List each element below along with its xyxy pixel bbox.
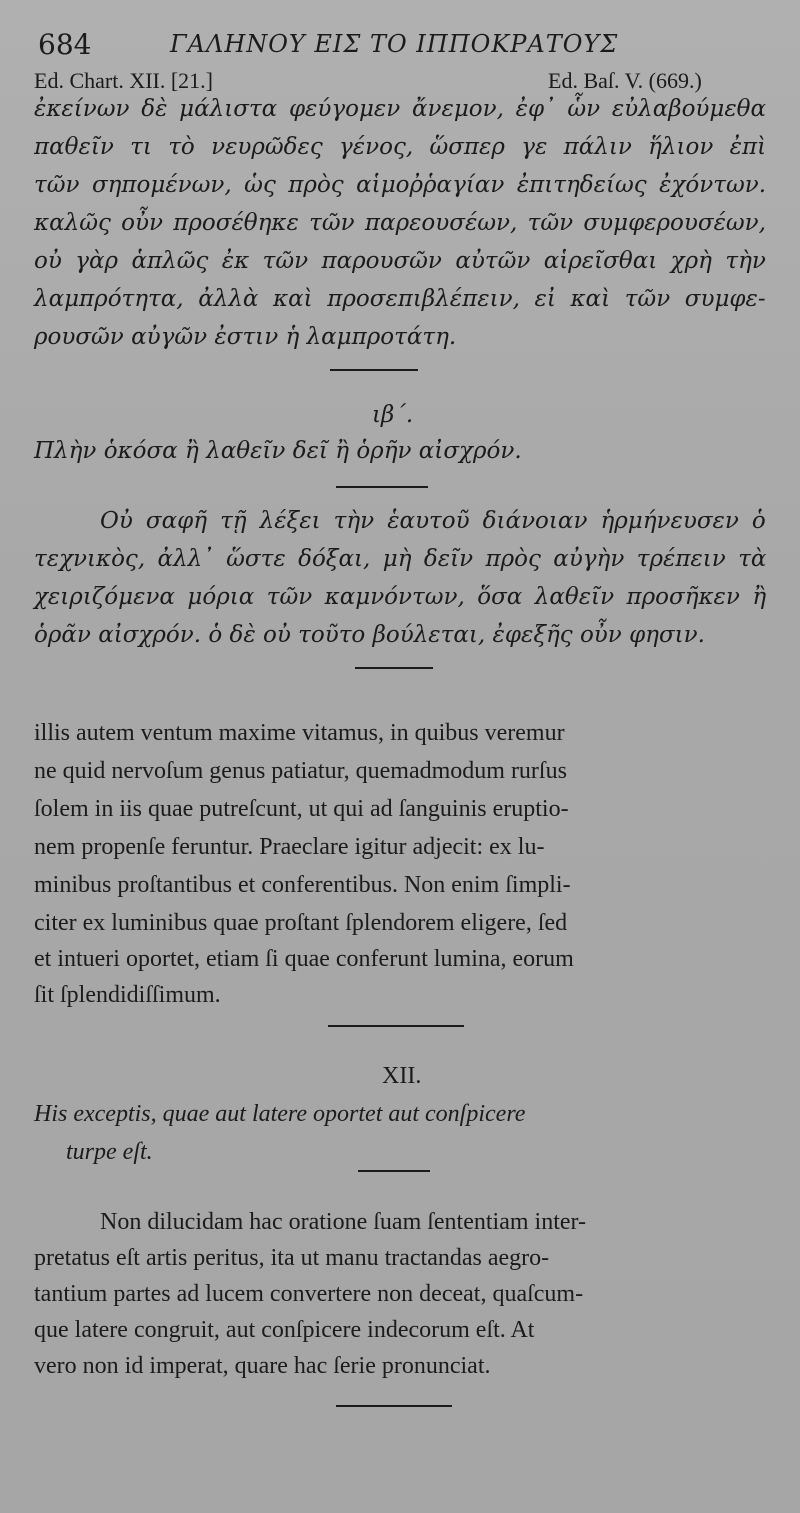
greek-section-comment-line: Οὐ σαφῆ τῇ λέξει τὴν ἑαυτοῦ διάνοιαν ἡρμήνευσεν ὁ [100, 508, 766, 534]
section-rule [355, 667, 433, 669]
latin-comment-line: ſit ſplendidiſſimum. [34, 982, 221, 1008]
end-rule [336, 1405, 452, 1407]
page-number: 684 [38, 28, 92, 61]
edition-basel-ref: Ed. Baſ. V. (669.) [548, 68, 702, 93]
latin-section-comment-line: vero non id imperat, quare hac ſerie pronunciat. [34, 1353, 491, 1379]
latin-lemma-line: His exceptis, quae aut latere oportet aut conſpicere [34, 1101, 526, 1127]
greek-lemma: Πλὴν ὁκόσα ἢ λαθεῖν δεῖ ἢ ὁρῆν αἰσχρόν. [34, 438, 522, 464]
latin-section-number: XII. [382, 1063, 422, 1089]
greek-comment-line: ἐκείνων δὲ μάλιστα φεύγομεν ἄνεμον, ἐφ᾽ ὧν εὐλαβούμεθα [34, 96, 767, 122]
greek-comment-line: λαμπρότητα, ἀλλὰ καὶ προσεπιβλέπειν, εἰ καὶ τῶν συμφε- [34, 286, 766, 312]
latin-comment-line: nem propenſe feruntur. Praeclare igitur adjecit: ex lu- [34, 834, 545, 860]
latin-comment-line: ne quid nervoſum genus patiatur, quemadmodum rurſus [34, 758, 567, 784]
latin-comment-line: minibus proſtantibus et conferentibus. Non enim ſimpli- [34, 872, 571, 898]
edition-chartier-ref: Ed. Chart. XII. [21.] [34, 68, 214, 93]
latin-section-comment-line: pretatus eſt artis peritus, ita ut manu tractandas aegro- [34, 1245, 550, 1271]
lemma-rule [336, 486, 428, 488]
running-title: ΓΑΛΗΝΟΥ ΕΙΣ ΤΟ ΙΠΠΟΚΡΑΤΟΥΣ [170, 30, 619, 58]
latin-comment-line: ſolem in iis quae putreſcunt, ut qui ad ſanguinis eruptio- [34, 796, 569, 822]
greek-comment-line: παθεῖν τι τὸ νευρῶδες γένος, ὥσπερ γε πάλιν ἥλιον ἐπὶ [34, 134, 767, 160]
greek-comment-line: καλῶς οὖν προσέθηκε τῶν παρεουσέων, τῶν συμφερουσέων, [34, 210, 766, 236]
latin-comment-line: illis autem ventum maxime vitamus, in quibus veremur [34, 720, 565, 746]
greek-section-comment-line: ὁρᾶν αἰσχρόν. ὁ δὲ οὐ τοῦτο βούλεται, ἐφεξῆς οὖν φησιν. [34, 622, 705, 648]
greek-section-comment-line: χειριζόμενα μόρια τῶν καμνόντων, ὅσα λαθεῖν προσῆκεν ἢ [34, 584, 767, 610]
latin-lemma-line: turpe eſt. [66, 1139, 153, 1165]
greek-comment-line: ρουσῶν αὐγῶν ἐστιν ἡ λαμπροτάτη. [34, 324, 457, 350]
greek-section-number: ιβ΄. [372, 402, 414, 428]
latin-comment-line: et intueri oportet, etiam ſi quae conferunt lumina, eorum [34, 946, 574, 972]
greek-comment-line: οὐ γὰρ ἁπλῶς ἐκ τῶν παρουσῶν αὐτῶν αἱρεῖσθαι χρὴ τὴν [34, 248, 766, 274]
greek-comment-line: τῶν σηπομένων, ὡς πρὸς αἱμοῤῥαγίαν ἐπιτηδείως ἐχόντων. [34, 172, 767, 198]
lemma-rule [358, 1170, 430, 1172]
latin-section-comment-line: Non dilucidam hac oratione ſuam ſententiam inter- [100, 1209, 587, 1235]
section-rule [330, 369, 418, 371]
greek-section-comment-line: τεχνικὸς, ἀλλ᾽ ὥστε δόξαι, μὴ δεῖν πρὸς αὐγὴν τρέπειν τὰ [34, 546, 767, 572]
section-rule [328, 1025, 464, 1027]
latin-comment-line: citer ex luminibus quae proſtant ſplendorem eligere, ſed [34, 910, 568, 936]
latin-section-comment-line: que latere congruit, aut conſpicere indecorum eſt. At [34, 1317, 535, 1343]
latin-section-comment-line: tantium partes ad lucem convertere non deceat, quaſcum- [34, 1281, 584, 1307]
